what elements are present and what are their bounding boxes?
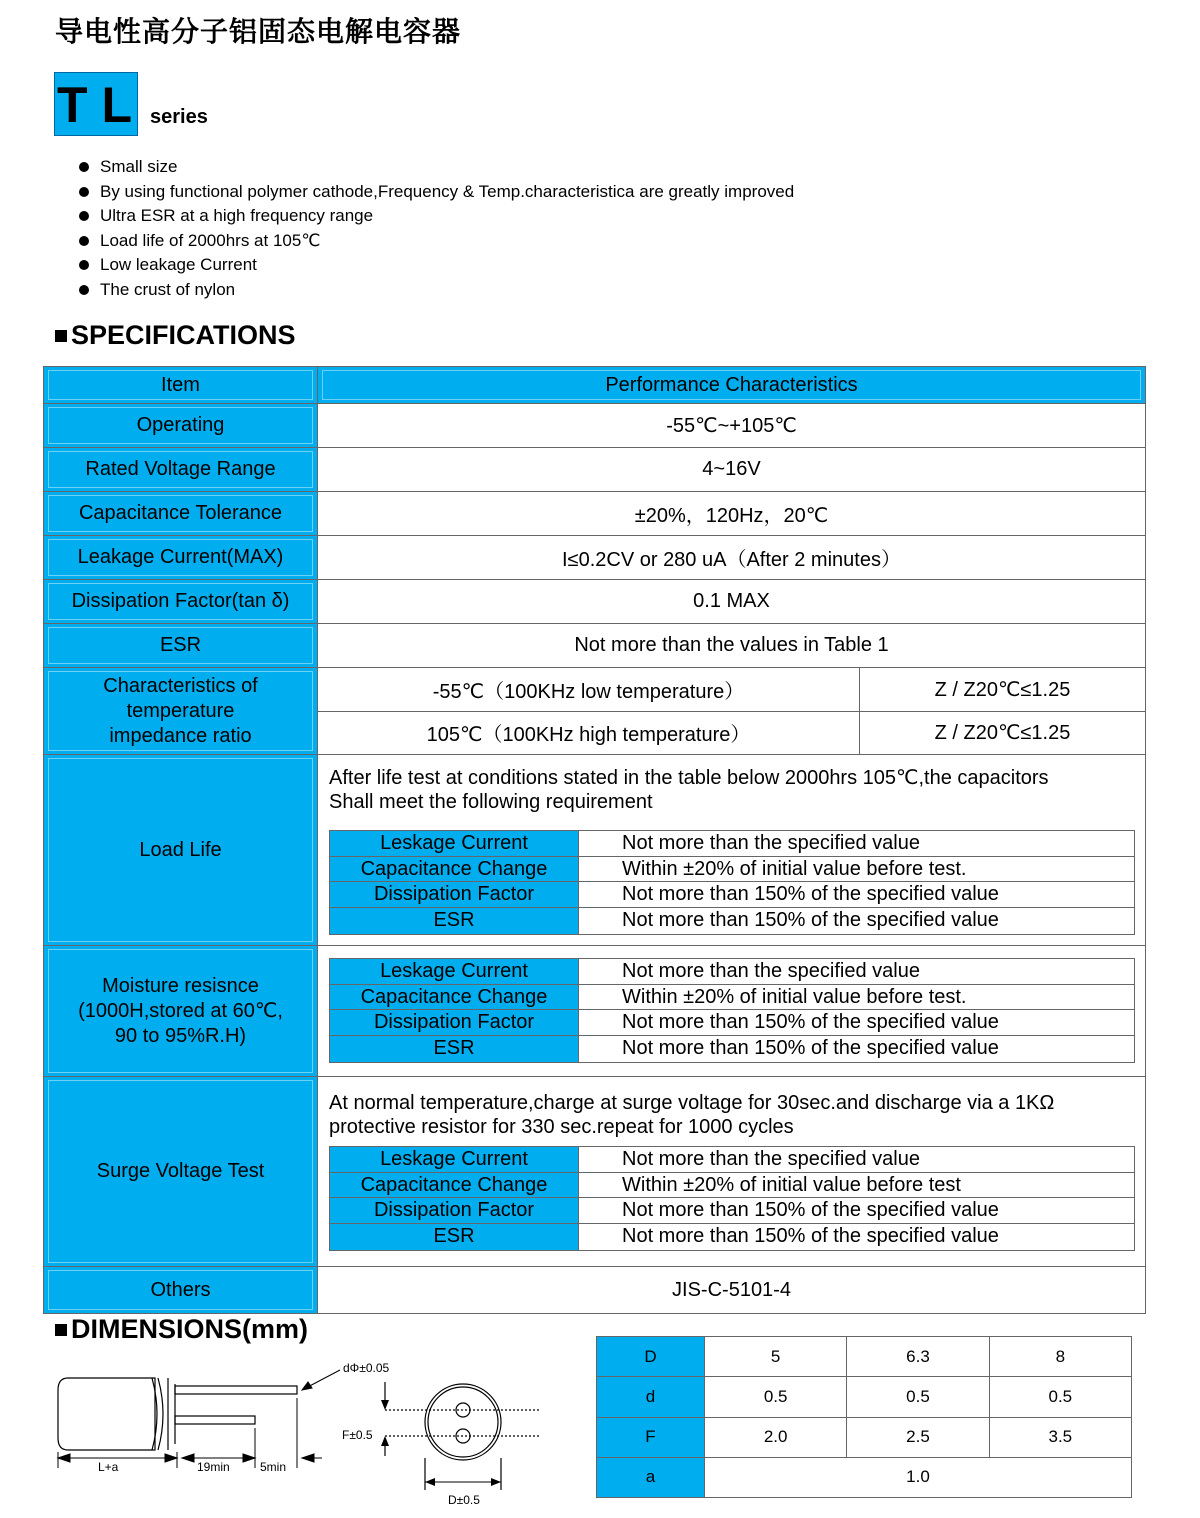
dim-label-f-tol: F±0.5 bbox=[342, 1428, 373, 1442]
spec-value: -55℃~+105℃ bbox=[666, 415, 797, 437]
spec-label: ESR bbox=[44, 624, 318, 667]
spec-label: Others bbox=[44, 1267, 318, 1313]
dimensions-heading-text: DIMENSIONS(mm) bbox=[71, 1314, 309, 1344]
load-life-intro-line: Shall meet the following requirement bbox=[329, 791, 653, 813]
dimensions-heading bbox=[55, 1314, 308, 1345]
dim-cell: 5 bbox=[705, 1337, 847, 1376]
spec-label: Moisture resisnce (1000H,stored at 60℃, 90 to 95%R.H) bbox=[44, 946, 318, 1076]
requirement-row: ESR Not more than 150% of the specified value bbox=[330, 1036, 1134, 1062]
spec-label: Surge Voltage Test bbox=[44, 1077, 318, 1266]
spec-label: Leakage Current(MAX) bbox=[44, 536, 318, 579]
spec-header-performance: Performance Characteristics bbox=[318, 367, 1145, 403]
dim-row-label: F bbox=[597, 1418, 705, 1457]
requirement-row: Dissipation Factor Not more than 150% of the specified value bbox=[330, 1010, 1134, 1036]
dim-label-la: L+a bbox=[98, 1460, 119, 1474]
impedance-high-row bbox=[318, 712, 1145, 755]
load-life-intro-line: After life test at conditions stated in the table below 2000hrs 105℃,the capacitors bbox=[329, 767, 1049, 789]
requirement-row: ESR Not more than 150% of the specified value bbox=[330, 1224, 1134, 1250]
requirement-row: Capacitance Change Within ±20% of initial value before test. bbox=[330, 985, 1134, 1011]
spec-row-load-life bbox=[44, 755, 1145, 946]
surge-intro-line: protective resistor for 330 sec.repeat for 1000 cycles bbox=[329, 1116, 794, 1138]
spec-row-tolerance bbox=[44, 492, 1145, 536]
dim-row-d bbox=[597, 1377, 1131, 1417]
feature-item: Small size bbox=[76, 156, 794, 181]
surge-intro-line: At normal temperature,charge at surge voltage for 30sec.and discharge via a 1KΩ bbox=[329, 1092, 1055, 1114]
load-life-block bbox=[318, 755, 1146, 945]
spec-label: Rated Voltage Range bbox=[44, 448, 318, 491]
requirement-row: Capacitance Change Within ±20% of initial value before test bbox=[330, 1173, 1134, 1199]
spec-row-leakage bbox=[44, 536, 1145, 580]
impedance-low-ratio: Z / Z20℃≤1.25 bbox=[934, 678, 1071, 701]
dimensions-table bbox=[596, 1336, 1132, 1498]
load-life-requirements bbox=[329, 830, 1135, 935]
surge-block bbox=[318, 1077, 1146, 1266]
spec-label: Capacitance Tolerance bbox=[44, 492, 318, 535]
feature-list bbox=[76, 156, 794, 304]
dim-row-F bbox=[597, 1418, 1131, 1458]
impedance-split bbox=[318, 668, 1145, 754]
feature-item: By using functional polymer cathode,Frequency & Temp.characteristica are greatly improved bbox=[76, 181, 794, 206]
spec-label: Dissipation Factor(tan δ) bbox=[44, 580, 318, 623]
surge-requirements bbox=[329, 1146, 1135, 1251]
requirement-row: Dissipation Factor Not more than 150% of the specified value bbox=[330, 882, 1134, 908]
feature-item: Load life of 2000hrs at 105℃ bbox=[76, 230, 794, 255]
dim-label-5min: 5min bbox=[260, 1460, 287, 1474]
dim-row-D bbox=[597, 1337, 1131, 1377]
square-bullet-icon bbox=[55, 1324, 67, 1336]
feature-item: Ultra ESR at a high frequency range bbox=[76, 205, 794, 230]
spec-value: JIS-C-5101-4 bbox=[672, 1278, 791, 1301]
dim-row-label: a bbox=[597, 1458, 705, 1497]
dim-cell: 1.0 bbox=[906, 1467, 930, 1487]
dim-cell: 6.3 bbox=[847, 1337, 989, 1376]
spec-row-operating bbox=[44, 404, 1145, 448]
specifications-table bbox=[43, 366, 1146, 1314]
series-badge: TL bbox=[54, 72, 138, 136]
dim-cell: 0.5 bbox=[705, 1377, 847, 1416]
capacitor-body-icon bbox=[58, 1378, 297, 1450]
spec-label: Load Life bbox=[44, 755, 318, 945]
dimension-lines bbox=[58, 1370, 340, 1468]
specifications-heading-text: SPECIFICATIONS bbox=[71, 320, 296, 350]
requirement-row: Capacitance Change Within ±20% of initial value before test. bbox=[330, 857, 1134, 883]
dim-label-19min: 19min bbox=[197, 1460, 230, 1474]
impedance-high-condition: 105℃（100KHz high temperature） bbox=[318, 712, 860, 755]
spec-label: Characteristics of temperature impedance ratio bbox=[44, 668, 318, 754]
dim-row-label: d bbox=[597, 1377, 705, 1416]
impedance-low-condition: -55℃（100KHz low temperature） bbox=[318, 668, 860, 711]
feature-item: Low leakage Current bbox=[76, 254, 794, 279]
spec-row-impedance bbox=[44, 668, 1145, 755]
impedance-low-row bbox=[318, 668, 1145, 712]
spec-row-esr bbox=[44, 624, 1145, 668]
requirement-row: ESR Not more than 150% of the specified value bbox=[330, 908, 1134, 934]
spec-row-moisture bbox=[44, 946, 1145, 1077]
capacitor-end-view-icon bbox=[385, 1382, 540, 1490]
capacitor-dimension-drawing bbox=[40, 1350, 580, 1515]
impedance-high-ratio: Z / Z20℃≤1.25 bbox=[934, 722, 1071, 745]
spec-row-others bbox=[44, 1267, 1145, 1313]
moisture-block bbox=[318, 946, 1146, 1076]
spec-row-surge bbox=[44, 1077, 1145, 1267]
end-view-arrows bbox=[381, 1400, 501, 1486]
dim-cell: 0.5 bbox=[847, 1377, 989, 1416]
page-title: 导电性高分子铝固态电解电容器 bbox=[55, 15, 462, 48]
dim-row-label: D bbox=[597, 1337, 705, 1376]
spec-value: ±20%，120Hz，20℃ bbox=[634, 505, 829, 527]
requirement-row: Leskage Current Not more than the specified value bbox=[330, 831, 1134, 857]
square-bullet-icon bbox=[55, 330, 67, 342]
spec-header-row bbox=[44, 367, 1145, 404]
requirement-row: Leskage Current Not more than the specified value bbox=[330, 1147, 1134, 1173]
spec-value: 0.1 MAX bbox=[693, 590, 770, 612]
spec-label: Operating bbox=[44, 404, 318, 447]
spec-row-voltage bbox=[44, 448, 1145, 492]
dim-label-d-tol: dΦ±0.05 bbox=[343, 1361, 390, 1375]
requirement-row: Leskage Current Not more than the specified value bbox=[330, 959, 1134, 985]
specifications-heading bbox=[55, 320, 296, 351]
spec-value: Not more than the values in Table 1 bbox=[574, 634, 889, 656]
dim-cell: 2.5 bbox=[847, 1418, 989, 1457]
dim-cell: 8 bbox=[1055, 1346, 1066, 1366]
dim-row-a bbox=[597, 1458, 1131, 1497]
feature-item: The crust of nylon bbox=[76, 279, 794, 304]
requirement-row: Dissipation Factor Not more than 150% of the specified value bbox=[330, 1198, 1134, 1224]
dim-cell: 0.5 bbox=[1048, 1386, 1073, 1406]
spec-row-dissipation bbox=[44, 580, 1145, 624]
dim-cell: 2.0 bbox=[705, 1418, 847, 1457]
spec-value: I≤0.2CV or 280 uA（After 2 minutes） bbox=[562, 549, 901, 571]
spec-value: 4~16V bbox=[702, 458, 761, 480]
dim-label-D-tol: D±0.5 bbox=[448, 1493, 480, 1507]
spec-header-item: Item bbox=[44, 367, 318, 403]
moisture-requirements bbox=[329, 958, 1135, 1063]
series-word: series bbox=[150, 106, 208, 128]
dim-cell: 3.5 bbox=[1048, 1427, 1073, 1447]
